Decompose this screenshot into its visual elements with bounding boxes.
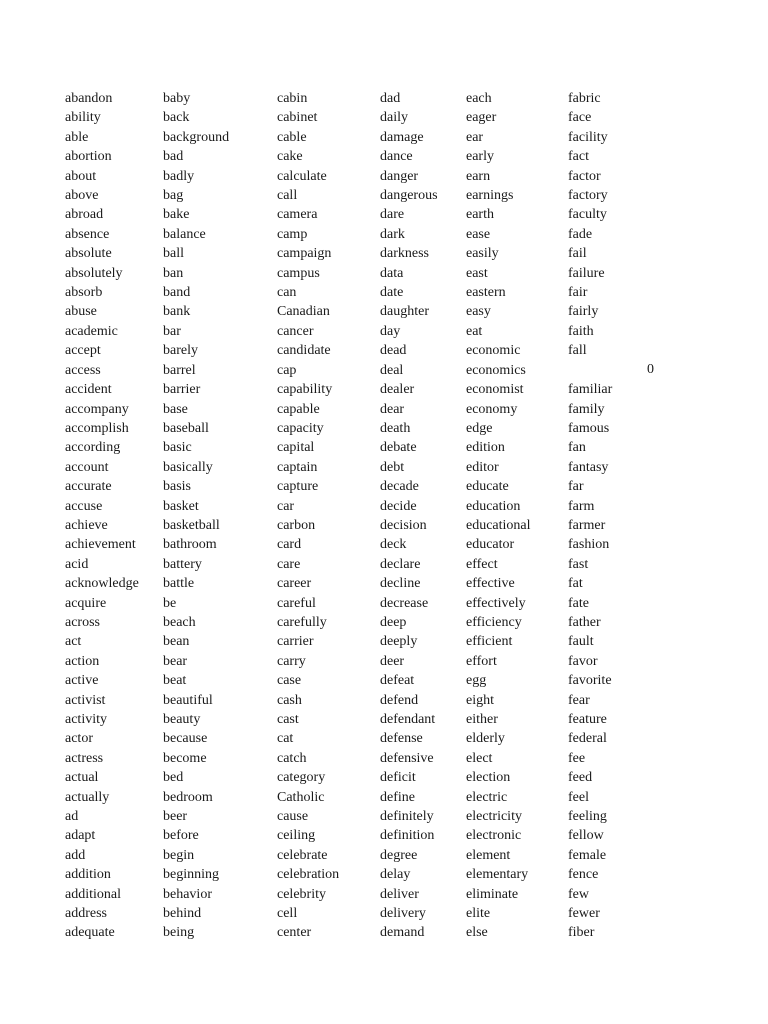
- word-item: call: [277, 188, 298, 204]
- word-item: eliminate: [466, 886, 519, 902]
- word-item: behind: [163, 906, 202, 922]
- word-item: economist: [466, 382, 524, 398]
- word-item: else: [466, 925, 488, 941]
- word-item: deliver: [380, 886, 419, 902]
- word-item: fee: [568, 750, 586, 766]
- word-item: achievement: [65, 537, 136, 553]
- word-item: cancer: [277, 323, 314, 339]
- word-item: cabinet: [277, 110, 318, 126]
- word-item: across: [65, 614, 100, 630]
- word-item: effective: [466, 576, 515, 592]
- word-item: darkness: [380, 246, 429, 262]
- word-item: activist: [65, 692, 106, 708]
- word-item: federal: [568, 731, 607, 747]
- word-item: faith: [568, 323, 594, 339]
- word-item: barrel: [163, 362, 196, 378]
- word-item: educate: [466, 479, 509, 495]
- word-item: bake: [163, 207, 190, 223]
- word-item: campaign: [277, 246, 332, 262]
- word-item: absolute: [65, 246, 112, 262]
- word-item: deer: [380, 653, 405, 669]
- word-item: favor: [568, 653, 598, 669]
- word-item: capital: [277, 440, 315, 456]
- word-item: defend: [380, 692, 419, 708]
- word-item: debate: [380, 440, 417, 456]
- word-item: barely: [163, 343, 198, 359]
- word-item: center: [277, 925, 312, 941]
- word-item: additional: [65, 886, 121, 902]
- word-item: adequate: [65, 925, 115, 941]
- word-item: accept: [65, 343, 101, 359]
- word-item: effectively: [466, 595, 526, 611]
- word-item: carbon: [277, 517, 316, 533]
- word-item: cast: [277, 712, 299, 727]
- word-item: decide: [380, 498, 417, 514]
- word-item: careful: [277, 595, 316, 611]
- word-item: accompany: [65, 401, 129, 417]
- word-item: action: [65, 653, 100, 669]
- word-item: [568, 361, 612, 380]
- word-item: effect: [466, 556, 498, 572]
- word-item: either: [466, 712, 498, 727]
- word-item: baby: [163, 91, 191, 106]
- word-item: captain: [277, 459, 318, 475]
- word-item: decline: [380, 576, 421, 592]
- word-item: ball: [163, 246, 184, 262]
- word-item: cash: [277, 692, 302, 708]
- word-item: account: [65, 459, 109, 475]
- word-item: eastern: [466, 285, 506, 301]
- word-item: decrease: [380, 595, 429, 611]
- word-item: fashion: [568, 537, 610, 553]
- word-item: define: [380, 789, 415, 805]
- word-item: basically: [163, 459, 213, 475]
- word-item: baseball: [163, 420, 209, 436]
- word-column-c: [277, 89, 339, 943]
- word-item: edge: [466, 420, 493, 436]
- word-item: elderly: [466, 731, 505, 747]
- word-item: celebration: [277, 867, 340, 883]
- word-item: basket: [163, 498, 199, 514]
- word-item: beauty: [163, 712, 201, 727]
- word-item: accident: [65, 382, 112, 398]
- word-item: fear: [568, 692, 590, 708]
- word-item: basketball: [163, 517, 220, 533]
- word-item: dead: [380, 343, 407, 359]
- word-item: day: [380, 323, 401, 339]
- word-item: familiar: [568, 382, 613, 398]
- word-item: fat: [568, 576, 583, 592]
- word-item: debt: [380, 459, 405, 475]
- word-item: category: [277, 770, 326, 786]
- word-column-a: [65, 89, 139, 943]
- word-item: celebrate: [277, 847, 328, 863]
- word-item: care: [277, 556, 301, 572]
- word-item: capture: [277, 479, 319, 495]
- word-item: basis: [163, 479, 191, 495]
- word-item: fan: [568, 440, 586, 456]
- word-item: farm: [568, 498, 595, 514]
- word-item: addition: [65, 867, 111, 883]
- word-item: electricity: [466, 809, 522, 825]
- word-item: daily: [380, 110, 408, 126]
- word-item: beginning: [163, 867, 219, 883]
- word-item: become: [163, 750, 207, 766]
- word-item: beach: [163, 614, 196, 630]
- word-item: actor: [65, 731, 93, 747]
- word-item: accurate: [65, 479, 112, 495]
- word-item: behavior: [163, 886, 212, 902]
- word-item: accomplish: [65, 420, 129, 436]
- word-item: face: [568, 110, 592, 126]
- word-item: educator: [466, 537, 515, 553]
- word-item: card: [277, 537, 302, 553]
- word-item: car: [277, 498, 295, 514]
- word-item: abandon: [65, 91, 113, 106]
- word-item: definitely: [380, 809, 434, 825]
- word-item: far: [568, 479, 584, 495]
- word-item: candidate: [277, 343, 331, 359]
- word-item: early: [466, 149, 494, 165]
- word-item: fate: [568, 595, 589, 611]
- word-item: eight: [466, 692, 494, 708]
- word-item: fair: [568, 285, 588, 301]
- word-item: absolutely: [65, 265, 123, 281]
- word-item: cap: [277, 362, 297, 378]
- word-item: bean: [163, 634, 190, 650]
- word-item: easy: [466, 304, 491, 320]
- word-item: bear: [163, 653, 188, 669]
- word-item: few: [568, 886, 589, 902]
- word-item: back: [163, 110, 190, 126]
- word-item: abroad: [65, 207, 104, 223]
- word-item: feed: [568, 770, 593, 786]
- word-item: death: [380, 420, 411, 436]
- word-item: dance: [380, 149, 413, 165]
- word-item: dear: [380, 401, 405, 417]
- word-item: bed: [163, 770, 184, 786]
- word-item: beat: [163, 673, 187, 689]
- word-item: be: [163, 595, 177, 611]
- word-item: dangerous: [380, 188, 438, 204]
- word-item: failure: [568, 265, 605, 281]
- word-item: deep: [380, 614, 407, 630]
- word-item: education: [466, 498, 521, 514]
- word-item: achieve: [65, 517, 108, 533]
- word-item: data: [380, 265, 404, 281]
- word-item: beautiful: [163, 692, 213, 708]
- word-item: bedroom: [163, 789, 213, 805]
- word-item: egg: [466, 673, 487, 689]
- word-item: case: [277, 673, 302, 689]
- word-item: battery: [163, 556, 202, 572]
- word-item: decision: [380, 517, 427, 533]
- word-item: bank: [163, 304, 191, 320]
- word-item: Catholic: [277, 789, 325, 805]
- word-item: factory: [568, 188, 608, 204]
- word-item: date: [380, 285, 404, 301]
- word-item: favorite: [568, 673, 612, 689]
- word-item: about: [65, 168, 97, 184]
- word-item: defeat: [380, 673, 415, 689]
- word-item: factor: [568, 168, 601, 184]
- word-item: abortion: [65, 149, 112, 165]
- word-item: effort: [466, 653, 497, 669]
- word-item: efficiency: [466, 614, 522, 630]
- word-item: earn: [466, 168, 491, 184]
- word-item: act: [65, 634, 82, 650]
- word-column-b: [163, 89, 229, 943]
- word-item: degree: [380, 847, 418, 863]
- word-item: faculty: [568, 207, 607, 223]
- word-item: eat: [466, 323, 483, 339]
- word-item: dad: [380, 91, 401, 106]
- word-item: elite: [466, 906, 491, 922]
- word-item: catch: [277, 750, 307, 766]
- word-item: bag: [163, 188, 184, 204]
- word-item: cat: [277, 731, 294, 747]
- word-item: fellow: [568, 828, 604, 844]
- word-item: cake: [277, 149, 303, 165]
- word-item: fault: [568, 634, 594, 650]
- word-item: earnings: [466, 188, 514, 204]
- word-item: fall: [568, 343, 587, 359]
- word-item: cell: [277, 906, 298, 922]
- word-item: because: [163, 731, 208, 747]
- word-item: facility: [568, 129, 608, 145]
- word-item: carefully: [277, 614, 327, 630]
- word-item: absence: [65, 226, 110, 242]
- word-item: actual: [65, 770, 99, 786]
- word-item: fade: [568, 226, 593, 242]
- word-item: easily: [466, 246, 499, 262]
- word-item: demand: [380, 925, 425, 941]
- word-item: electric: [466, 789, 508, 805]
- word-item: ad: [65, 809, 79, 825]
- word-item: fail: [568, 246, 587, 262]
- word-item: camp: [277, 226, 308, 242]
- word-item: deal: [380, 362, 404, 378]
- word-item: ceiling: [277, 828, 316, 844]
- word-item: acknowledge: [65, 576, 139, 592]
- word-item: each: [466, 91, 492, 106]
- word-item: fewer: [568, 906, 600, 922]
- word-item: camera: [277, 207, 318, 223]
- word-item: farmer: [568, 517, 606, 533]
- word-item: cabin: [277, 91, 308, 106]
- word-item: address: [65, 906, 107, 922]
- word-item: definition: [380, 828, 435, 844]
- word-item: danger: [380, 168, 419, 184]
- word-item: balance: [163, 226, 206, 242]
- word-column-d: [380, 89, 438, 943]
- word-item: economics: [466, 362, 526, 378]
- word-item: ear: [466, 129, 484, 145]
- word-item: capability: [277, 382, 333, 398]
- word-item: family: [568, 401, 605, 417]
- word-item: fact: [568, 149, 589, 165]
- word-item: capable: [277, 401, 320, 417]
- word-item: fiber: [568, 925, 595, 941]
- word-item: editor: [466, 459, 499, 475]
- word-item: badly: [163, 168, 195, 184]
- word-item: ability: [65, 110, 101, 126]
- word-item: begin: [163, 847, 195, 863]
- word-item: add: [65, 847, 86, 863]
- word-item: defendant: [380, 712, 436, 727]
- word-item: deeply: [380, 634, 418, 650]
- word-item: barrier: [163, 382, 201, 398]
- word-item: background: [163, 129, 230, 145]
- word-item: declare: [380, 556, 421, 572]
- word-item: feel: [568, 789, 589, 805]
- word-item: fast: [568, 556, 589, 572]
- word-item: Canadian: [277, 304, 330, 320]
- word-item: acid: [65, 556, 89, 572]
- word-item: eager: [466, 110, 497, 126]
- word-item: educational: [466, 517, 531, 533]
- word-item: dark: [380, 226, 405, 242]
- word-item: decade: [380, 479, 419, 495]
- word-item: element: [466, 847, 511, 863]
- word-item: activity: [65, 712, 107, 727]
- word-item: academic: [65, 323, 118, 339]
- word-item: fairly: [568, 304, 599, 320]
- word-item: daughter: [380, 304, 429, 320]
- word-item: elementary: [466, 867, 529, 883]
- word-item: bar: [163, 323, 181, 339]
- word-item: ease: [466, 226, 491, 242]
- word-item: according: [65, 440, 121, 456]
- word-item: father: [568, 614, 601, 630]
- word-item: can: [277, 285, 297, 301]
- word-item: celebrity: [277, 886, 326, 902]
- word-item: calculate: [277, 168, 327, 184]
- word-item: defense: [380, 731, 423, 747]
- word-item: feature: [568, 712, 607, 727]
- word-item: fabric: [568, 91, 601, 106]
- word-item: carrier: [277, 634, 314, 650]
- word-item: dare: [380, 207, 405, 223]
- word-item: earth: [466, 207, 494, 223]
- word-item: being: [163, 925, 195, 941]
- word-item: base: [163, 401, 188, 417]
- word-item: female: [568, 847, 607, 863]
- stray-value: 0: [647, 362, 654, 377]
- word-item: electronic: [466, 828, 522, 844]
- word-item: bathroom: [163, 537, 217, 553]
- word-item: actress: [65, 750, 104, 766]
- word-item: actually: [65, 789, 110, 805]
- word-column-e: [466, 89, 531, 943]
- word-item: ban: [163, 265, 184, 281]
- word-item: campus: [277, 265, 320, 281]
- word-item: deck: [380, 537, 407, 553]
- word-item: before: [163, 828, 199, 844]
- word-item: bad: [163, 149, 184, 165]
- word-item: absorb: [65, 285, 103, 301]
- word-item: above: [65, 188, 99, 204]
- word-item: abuse: [65, 304, 97, 320]
- word-item: adapt: [65, 828, 96, 844]
- word-item: famous: [568, 420, 610, 436]
- word-item: election: [466, 770, 511, 786]
- word-item: elect: [466, 750, 493, 766]
- word-item: career: [277, 576, 312, 592]
- word-item: basic: [163, 440, 192, 456]
- word-item: defensive: [380, 750, 434, 766]
- word-item: capacity: [277, 420, 324, 436]
- word-item: delivery: [380, 906, 426, 922]
- word-item: economic: [466, 343, 521, 359]
- word-item: beer: [163, 809, 188, 825]
- word-item: damage: [380, 129, 424, 145]
- word-item: dealer: [380, 382, 415, 398]
- word-item: delay: [380, 867, 411, 883]
- word-item: access: [65, 362, 101, 378]
- word-item: active: [65, 673, 99, 689]
- word-item: carry: [277, 653, 306, 669]
- word-item: edition: [466, 440, 505, 456]
- word-item: efficient: [466, 634, 513, 650]
- word-item: east: [466, 265, 488, 281]
- word-item: battle: [163, 576, 195, 592]
- word-column-f: [568, 89, 612, 943]
- word-item: feeling: [568, 809, 607, 825]
- word-item: fence: [568, 867, 599, 883]
- word-item: band: [163, 285, 191, 301]
- word-item: cause: [277, 809, 309, 825]
- word-item: fantasy: [568, 459, 609, 475]
- word-item: economy: [466, 401, 518, 417]
- word-item: acquire: [65, 595, 107, 611]
- word-item: cable: [277, 129, 307, 145]
- word-item: accuse: [65, 498, 103, 514]
- word-item: deficit: [380, 770, 416, 786]
- word-item: able: [65, 129, 89, 145]
